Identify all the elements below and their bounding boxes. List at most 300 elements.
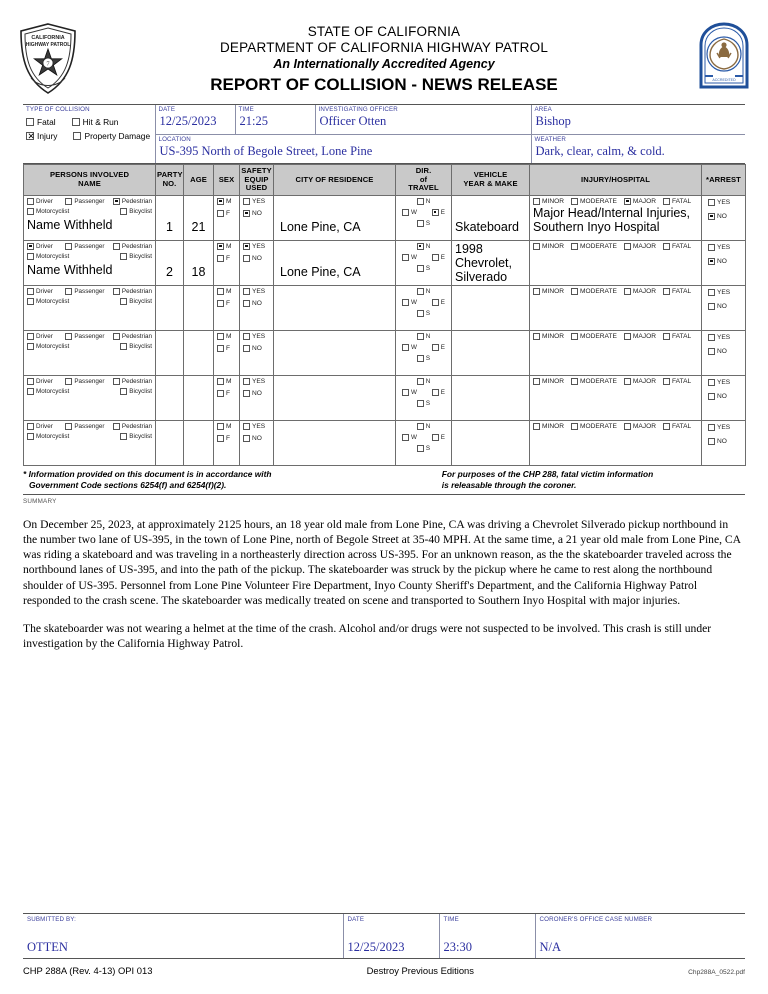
sex-female[interactable] xyxy=(217,255,239,262)
sex-female-checkbox-icon[interactable] xyxy=(217,390,224,397)
bicyclist-checkbox-icon[interactable] xyxy=(120,208,127,215)
dir-of-travel-cell[interactable] xyxy=(396,375,452,420)
injury-fatal-checkbox-icon[interactable] xyxy=(663,243,670,250)
checkbox-property-damage[interactable] xyxy=(73,131,150,141)
injury-fatal[interactable] xyxy=(663,288,691,295)
footer-date-cell[interactable] xyxy=(343,914,439,958)
date-cell[interactable] xyxy=(155,105,235,134)
safety-no-checkbox-icon[interactable] xyxy=(243,300,250,307)
person-cell[interactable] xyxy=(24,330,156,375)
injury-fatal[interactable] xyxy=(663,243,691,250)
party-no-cell[interactable] xyxy=(156,375,184,420)
dir-east[interactable] xyxy=(432,389,445,396)
passenger-checkbox-icon[interactable] xyxy=(65,423,72,430)
role-driver[interactable] xyxy=(27,333,65,340)
injury-fatal[interactable] xyxy=(663,423,691,430)
role-pedestrian[interactable] xyxy=(113,288,152,295)
injury-moderate[interactable] xyxy=(571,378,617,385)
arrest-no[interactable] xyxy=(708,438,745,445)
city-cell[interactable] xyxy=(274,330,396,375)
sex-cell[interactable] xyxy=(214,375,240,420)
sex-cell[interactable] xyxy=(214,285,240,330)
injury-minor[interactable] xyxy=(533,378,564,385)
arrest-no[interactable] xyxy=(708,393,745,400)
dir-south[interactable] xyxy=(417,355,430,362)
safety-no[interactable] xyxy=(243,390,273,397)
arrest-yes[interactable] xyxy=(708,199,745,206)
arrest-yes[interactable] xyxy=(708,424,745,431)
sex-female[interactable] xyxy=(217,300,239,307)
safety-equip-cell[interactable] xyxy=(240,195,274,240)
sex-female-checkbox-icon[interactable] xyxy=(217,345,224,352)
sex-male-checkbox-icon[interactable] xyxy=(217,288,224,295)
motorcyclist-checkbox-icon[interactable] xyxy=(27,433,34,440)
vehicle-cell[interactable] xyxy=(452,330,530,375)
role-bicyclist[interactable] xyxy=(120,388,152,395)
safety-equip-cell[interactable] xyxy=(240,375,274,420)
passenger-checkbox-icon[interactable] xyxy=(65,333,72,340)
sex-female[interactable] xyxy=(217,390,239,397)
motorcyclist-checkbox-icon[interactable] xyxy=(27,253,34,260)
injury-major-checkbox-icon[interactable] xyxy=(624,288,631,295)
arrest-no-checkbox-icon[interactable] xyxy=(708,303,715,310)
role-passenger[interactable] xyxy=(65,378,113,385)
role-pedestrian[interactable] xyxy=(113,198,152,205)
injury-moderate-checkbox-icon[interactable] xyxy=(571,423,578,430)
dir-north[interactable] xyxy=(417,378,431,385)
sex-female-checkbox-icon[interactable] xyxy=(217,300,224,307)
dir-south-checkbox-icon[interactable] xyxy=(417,355,424,362)
party-no-cell[interactable] xyxy=(156,240,184,285)
area-cell[interactable] xyxy=(531,105,745,134)
role-motorcyclist[interactable] xyxy=(27,208,120,215)
dir-east[interactable] xyxy=(432,299,445,306)
city-cell[interactable] xyxy=(274,195,396,240)
dir-south[interactable] xyxy=(417,445,430,452)
person-cell[interactable] xyxy=(24,195,156,240)
driver-checkbox-icon[interactable] xyxy=(27,333,34,340)
vehicle-cell[interactable] xyxy=(452,420,530,465)
dir-north-checkbox-icon[interactable] xyxy=(417,198,424,205)
safety-equip-cell[interactable] xyxy=(240,330,274,375)
dir-east-checkbox-icon[interactable] xyxy=(432,299,439,306)
sex-female[interactable] xyxy=(217,210,239,217)
dir-south[interactable] xyxy=(417,220,430,227)
person-cell[interactable] xyxy=(24,240,156,285)
dir-north[interactable] xyxy=(417,198,431,205)
safety-no-checkbox-icon[interactable] xyxy=(243,210,250,217)
checkbox-fatal[interactable] xyxy=(26,117,56,127)
role-passenger[interactable] xyxy=(65,288,113,295)
property-damage-checkbox-icon[interactable] xyxy=(73,132,81,140)
city-cell[interactable] xyxy=(274,420,396,465)
hit-and-run-checkbox-icon[interactable] xyxy=(72,118,80,126)
safety-equip-cell[interactable] xyxy=(240,240,274,285)
injury-hospital-cell[interactable] xyxy=(530,285,702,330)
injury-hospital-cell[interactable] xyxy=(530,420,702,465)
sex-female-checkbox-icon[interactable] xyxy=(217,435,224,442)
bicyclist-checkbox-icon[interactable] xyxy=(120,343,127,350)
injury-moderate-checkbox-icon[interactable] xyxy=(571,333,578,340)
sex-male-checkbox-icon[interactable] xyxy=(217,243,224,250)
arrest-yes[interactable] xyxy=(708,334,745,341)
injury-moderate-checkbox-icon[interactable] xyxy=(571,378,578,385)
dir-west-checkbox-icon[interactable] xyxy=(402,209,409,216)
arrest-no[interactable] xyxy=(708,258,745,265)
safety-no-checkbox-icon[interactable] xyxy=(243,345,250,352)
safety-yes[interactable] xyxy=(243,333,273,340)
injury-major[interactable] xyxy=(624,243,656,250)
dir-south-checkbox-icon[interactable] xyxy=(417,400,424,407)
role-passenger[interactable] xyxy=(65,333,113,340)
safety-yes-checkbox-icon[interactable] xyxy=(243,243,250,250)
pedestrian-checkbox-icon[interactable] xyxy=(113,288,120,295)
dir-north-checkbox-icon[interactable] xyxy=(417,333,424,340)
role-pedestrian[interactable] xyxy=(113,378,152,385)
injury-minor-checkbox-icon[interactable] xyxy=(533,378,540,385)
injury-major-checkbox-icon[interactable] xyxy=(624,198,631,205)
pedestrian-checkbox-icon[interactable] xyxy=(113,333,120,340)
safety-no-checkbox-icon[interactable] xyxy=(243,390,250,397)
injury-major[interactable] xyxy=(624,288,656,295)
arrest-cell[interactable] xyxy=(702,285,746,330)
safety-no-checkbox-icon[interactable] xyxy=(243,435,250,442)
arrest-cell[interactable] xyxy=(702,195,746,240)
role-motorcyclist[interactable] xyxy=(27,388,120,395)
role-motorcyclist[interactable] xyxy=(27,433,120,440)
injury-major-checkbox-icon[interactable] xyxy=(624,243,631,250)
role-passenger[interactable] xyxy=(65,243,113,250)
dir-west-checkbox-icon[interactable] xyxy=(402,299,409,306)
role-driver[interactable] xyxy=(27,243,65,250)
injury-fatal-checkbox-icon[interactable] xyxy=(663,333,670,340)
sex-male-checkbox-icon[interactable] xyxy=(217,423,224,430)
arrest-yes-checkbox-icon[interactable] xyxy=(708,244,715,251)
role-motorcyclist[interactable] xyxy=(27,343,120,350)
injury-moderate[interactable] xyxy=(571,288,617,295)
sex-cell[interactable] xyxy=(214,420,240,465)
pedestrian-checkbox-icon[interactable] xyxy=(113,378,120,385)
injury-minor-checkbox-icon[interactable] xyxy=(533,333,540,340)
arrest-yes-checkbox-icon[interactable] xyxy=(708,199,715,206)
bicyclist-checkbox-icon[interactable] xyxy=(120,253,127,260)
sex-male[interactable] xyxy=(217,378,239,385)
injury-moderate[interactable] xyxy=(571,198,617,205)
dir-south-checkbox-icon[interactable] xyxy=(417,220,424,227)
role-driver[interactable] xyxy=(27,288,65,295)
dir-west-checkbox-icon[interactable] xyxy=(402,254,409,261)
dir-north[interactable] xyxy=(417,333,431,340)
injury-moderate[interactable] xyxy=(571,243,617,250)
role-driver[interactable] xyxy=(27,423,65,430)
checkbox-injury[interactable] xyxy=(26,131,57,141)
injury-fatal-checkbox-icon[interactable] xyxy=(663,378,670,385)
injury-major-checkbox-icon[interactable] xyxy=(624,333,631,340)
person-cell[interactable] xyxy=(24,285,156,330)
submitted-by-cell[interactable] xyxy=(23,914,343,958)
injury-minor[interactable] xyxy=(533,288,564,295)
arrest-no-checkbox-icon[interactable] xyxy=(708,258,715,265)
injury-checkbox-icon[interactable] xyxy=(26,132,34,140)
age-cell[interactable] xyxy=(184,420,214,465)
injury-major[interactable] xyxy=(624,423,656,430)
dir-north[interactable] xyxy=(417,243,431,250)
injury-minor-checkbox-icon[interactable] xyxy=(533,243,540,250)
driver-checkbox-icon[interactable] xyxy=(27,243,34,250)
arrest-yes[interactable] xyxy=(708,244,745,251)
arrest-no-checkbox-icon[interactable] xyxy=(708,213,715,220)
sex-male[interactable] xyxy=(217,333,239,340)
dir-south-checkbox-icon[interactable] xyxy=(417,265,424,272)
dir-north-checkbox-icon[interactable] xyxy=(417,423,424,430)
dir-west[interactable] xyxy=(402,299,417,306)
safety-yes[interactable] xyxy=(243,288,273,295)
safety-no[interactable] xyxy=(243,300,273,307)
dir-east-checkbox-icon[interactable] xyxy=(432,434,439,441)
sex-female-checkbox-icon[interactable] xyxy=(217,255,224,262)
role-pedestrian[interactable] xyxy=(113,423,152,430)
arrest-cell[interactable] xyxy=(702,375,746,420)
passenger-checkbox-icon[interactable] xyxy=(65,378,72,385)
dir-of-travel-cell[interactable] xyxy=(396,240,452,285)
sex-female[interactable] xyxy=(217,345,239,352)
arrest-cell[interactable] xyxy=(702,330,746,375)
arrest-no-checkbox-icon[interactable] xyxy=(708,393,715,400)
role-pedestrian[interactable] xyxy=(113,333,152,340)
arrest-yes[interactable] xyxy=(708,289,745,296)
arrest-no[interactable] xyxy=(708,213,745,220)
dir-east-checkbox-icon[interactable] xyxy=(432,254,439,261)
driver-checkbox-icon[interactable] xyxy=(27,423,34,430)
city-cell[interactable] xyxy=(274,285,396,330)
dir-of-travel-cell[interactable] xyxy=(396,330,452,375)
injury-fatal[interactable] xyxy=(663,198,691,205)
motorcyclist-checkbox-icon[interactable] xyxy=(27,208,34,215)
pedestrian-checkbox-icon[interactable] xyxy=(113,198,120,205)
dir-east[interactable] xyxy=(432,344,445,351)
sex-cell[interactable] xyxy=(214,195,240,240)
age-cell[interactable] xyxy=(184,330,214,375)
role-bicyclist[interactable] xyxy=(120,253,152,260)
bicyclist-checkbox-icon[interactable] xyxy=(120,433,127,440)
dir-west-checkbox-icon[interactable] xyxy=(402,389,409,396)
role-bicyclist[interactable] xyxy=(120,343,152,350)
role-bicyclist[interactable] xyxy=(120,208,152,215)
injury-minor-checkbox-icon[interactable] xyxy=(533,288,540,295)
injury-moderate-checkbox-icon[interactable] xyxy=(571,243,578,250)
location-cell[interactable] xyxy=(155,134,531,163)
dir-east[interactable] xyxy=(432,434,445,441)
role-passenger[interactable] xyxy=(65,198,113,205)
arrest-no[interactable] xyxy=(708,348,745,355)
safety-yes-checkbox-icon[interactable] xyxy=(243,333,250,340)
injury-minor[interactable] xyxy=(533,198,564,205)
injury-minor-checkbox-icon[interactable] xyxy=(533,423,540,430)
role-pedestrian[interactable] xyxy=(113,243,152,250)
dir-of-travel-cell[interactable] xyxy=(396,285,452,330)
injury-major[interactable] xyxy=(624,333,656,340)
age-cell[interactable] xyxy=(184,285,214,330)
injury-hospital-cell[interactable] xyxy=(530,330,702,375)
dir-of-travel-cell[interactable] xyxy=(396,420,452,465)
injury-moderate[interactable] xyxy=(571,333,617,340)
sex-female[interactable] xyxy=(217,435,239,442)
dir-south-checkbox-icon[interactable] xyxy=(417,310,424,317)
dir-south[interactable] xyxy=(417,400,430,407)
safety-yes-checkbox-icon[interactable] xyxy=(243,423,250,430)
arrest-no-checkbox-icon[interactable] xyxy=(708,438,715,445)
arrest-no-checkbox-icon[interactable] xyxy=(708,348,715,355)
dir-west[interactable] xyxy=(402,254,417,261)
dir-east-checkbox-icon[interactable] xyxy=(432,389,439,396)
dir-south[interactable] xyxy=(417,265,430,272)
safety-yes-checkbox-icon[interactable] xyxy=(243,198,250,205)
person-cell[interactable] xyxy=(24,420,156,465)
party-no-cell[interactable] xyxy=(156,330,184,375)
dir-west-checkbox-icon[interactable] xyxy=(402,344,409,351)
coroner-case-number-cell[interactable] xyxy=(535,914,745,958)
arrest-yes-checkbox-icon[interactable] xyxy=(708,334,715,341)
injury-fatal[interactable] xyxy=(663,333,691,340)
safety-yes-checkbox-icon[interactable] xyxy=(243,288,250,295)
party-no-cell[interactable] xyxy=(156,195,184,240)
role-bicyclist[interactable] xyxy=(120,298,152,305)
dir-west[interactable] xyxy=(402,344,417,351)
investigating-officer-cell[interactable] xyxy=(315,105,531,134)
sex-cell[interactable] xyxy=(214,330,240,375)
passenger-checkbox-icon[interactable] xyxy=(65,288,72,295)
role-driver[interactable] xyxy=(27,198,65,205)
injury-fatal-checkbox-icon[interactable] xyxy=(663,288,670,295)
safety-yes[interactable] xyxy=(243,423,273,430)
safety-no[interactable] xyxy=(243,255,273,262)
dir-north[interactable] xyxy=(417,288,431,295)
weather-cell[interactable] xyxy=(531,134,745,163)
vehicle-cell[interactable] xyxy=(452,375,530,420)
safety-yes-checkbox-icon[interactable] xyxy=(243,378,250,385)
injury-major[interactable] xyxy=(624,198,656,205)
dir-north-checkbox-icon[interactable] xyxy=(417,378,424,385)
injury-fatal-checkbox-icon[interactable] xyxy=(663,198,670,205)
vehicle-cell[interactable] xyxy=(452,285,530,330)
city-cell[interactable] xyxy=(274,375,396,420)
safety-yes[interactable] xyxy=(243,243,273,250)
injury-moderate[interactable] xyxy=(571,423,617,430)
injury-moderate-checkbox-icon[interactable] xyxy=(571,198,578,205)
arrest-yes-checkbox-icon[interactable] xyxy=(708,424,715,431)
safety-no[interactable] xyxy=(243,435,273,442)
role-passenger[interactable] xyxy=(65,423,113,430)
dir-west[interactable] xyxy=(402,434,417,441)
injury-minor[interactable] xyxy=(533,243,564,250)
injury-minor[interactable] xyxy=(533,333,564,340)
bicyclist-checkbox-icon[interactable] xyxy=(120,388,127,395)
injury-major[interactable] xyxy=(624,378,656,385)
role-driver[interactable] xyxy=(27,378,65,385)
age-cell[interactable] xyxy=(184,240,214,285)
vehicle-cell[interactable] xyxy=(452,240,530,285)
motorcyclist-checkbox-icon[interactable] xyxy=(27,343,34,350)
sex-male-checkbox-icon[interactable] xyxy=(217,198,224,205)
injury-moderate-checkbox-icon[interactable] xyxy=(571,288,578,295)
fatal-checkbox-icon[interactable] xyxy=(26,118,34,126)
injury-hospital-cell[interactable] xyxy=(530,240,702,285)
safety-yes[interactable] xyxy=(243,198,273,205)
passenger-checkbox-icon[interactable] xyxy=(65,243,72,250)
city-cell[interactable] xyxy=(274,240,396,285)
sex-male[interactable] xyxy=(217,288,239,295)
safety-yes[interactable] xyxy=(243,378,273,385)
arrest-yes-checkbox-icon[interactable] xyxy=(708,379,715,386)
driver-checkbox-icon[interactable] xyxy=(27,288,34,295)
dir-west-checkbox-icon[interactable] xyxy=(402,434,409,441)
pedestrian-checkbox-icon[interactable] xyxy=(113,423,120,430)
sex-male[interactable] xyxy=(217,423,239,430)
sex-male-checkbox-icon[interactable] xyxy=(217,378,224,385)
safety-no[interactable] xyxy=(243,210,273,217)
dir-of-travel-cell[interactable] xyxy=(396,195,452,240)
sex-cell[interactable] xyxy=(214,240,240,285)
driver-checkbox-icon[interactable] xyxy=(27,378,34,385)
pedestrian-checkbox-icon[interactable] xyxy=(113,243,120,250)
injury-minor-checkbox-icon[interactable] xyxy=(533,198,540,205)
vehicle-cell[interactable] xyxy=(452,195,530,240)
party-no-cell[interactable] xyxy=(156,285,184,330)
injury-hospital-cell[interactable] xyxy=(530,195,702,240)
injury-fatal-checkbox-icon[interactable] xyxy=(663,423,670,430)
dir-east[interactable] xyxy=(432,254,445,261)
sex-male[interactable] xyxy=(217,198,239,205)
dir-east-checkbox-icon[interactable] xyxy=(432,209,439,216)
dir-east[interactable] xyxy=(432,209,445,216)
safety-equip-cell[interactable] xyxy=(240,285,274,330)
checkbox-hit-and-run[interactable] xyxy=(72,117,119,127)
arrest-cell[interactable] xyxy=(702,240,746,285)
role-motorcyclist[interactable] xyxy=(27,298,120,305)
arrest-no[interactable] xyxy=(708,303,745,310)
injury-major-checkbox-icon[interactable] xyxy=(624,423,631,430)
age-cell[interactable] xyxy=(184,375,214,420)
motorcyclist-checkbox-icon[interactable] xyxy=(27,298,34,305)
arrest-yes[interactable] xyxy=(708,379,745,386)
party-no-cell[interactable] xyxy=(156,420,184,465)
injury-hospital-cell[interactable] xyxy=(530,375,702,420)
dir-east-checkbox-icon[interactable] xyxy=(432,344,439,351)
arrest-cell[interactable] xyxy=(702,420,746,465)
dir-north-checkbox-icon[interactable] xyxy=(417,288,424,295)
footer-time-cell[interactable] xyxy=(439,914,535,958)
passenger-checkbox-icon[interactable] xyxy=(65,198,72,205)
bicyclist-checkbox-icon[interactable] xyxy=(120,298,127,305)
time-cell[interactable] xyxy=(235,105,315,134)
person-cell[interactable] xyxy=(24,375,156,420)
injury-fatal[interactable] xyxy=(663,378,691,385)
sex-male-checkbox-icon[interactable] xyxy=(217,333,224,340)
safety-no[interactable] xyxy=(243,345,273,352)
age-cell[interactable] xyxy=(184,195,214,240)
arrest-yes-checkbox-icon[interactable] xyxy=(708,289,715,296)
dir-south[interactable] xyxy=(417,310,430,317)
motorcyclist-checkbox-icon[interactable] xyxy=(27,388,34,395)
dir-west[interactable] xyxy=(402,209,417,216)
safety-equip-cell[interactable] xyxy=(240,420,274,465)
dir-north[interactable] xyxy=(417,423,431,430)
role-bicyclist[interactable] xyxy=(120,433,152,440)
safety-no-checkbox-icon[interactable] xyxy=(243,255,250,262)
injury-major-checkbox-icon[interactable] xyxy=(624,378,631,385)
dir-south-checkbox-icon[interactable] xyxy=(417,445,424,452)
dir-north-checkbox-icon[interactable] xyxy=(417,243,424,250)
